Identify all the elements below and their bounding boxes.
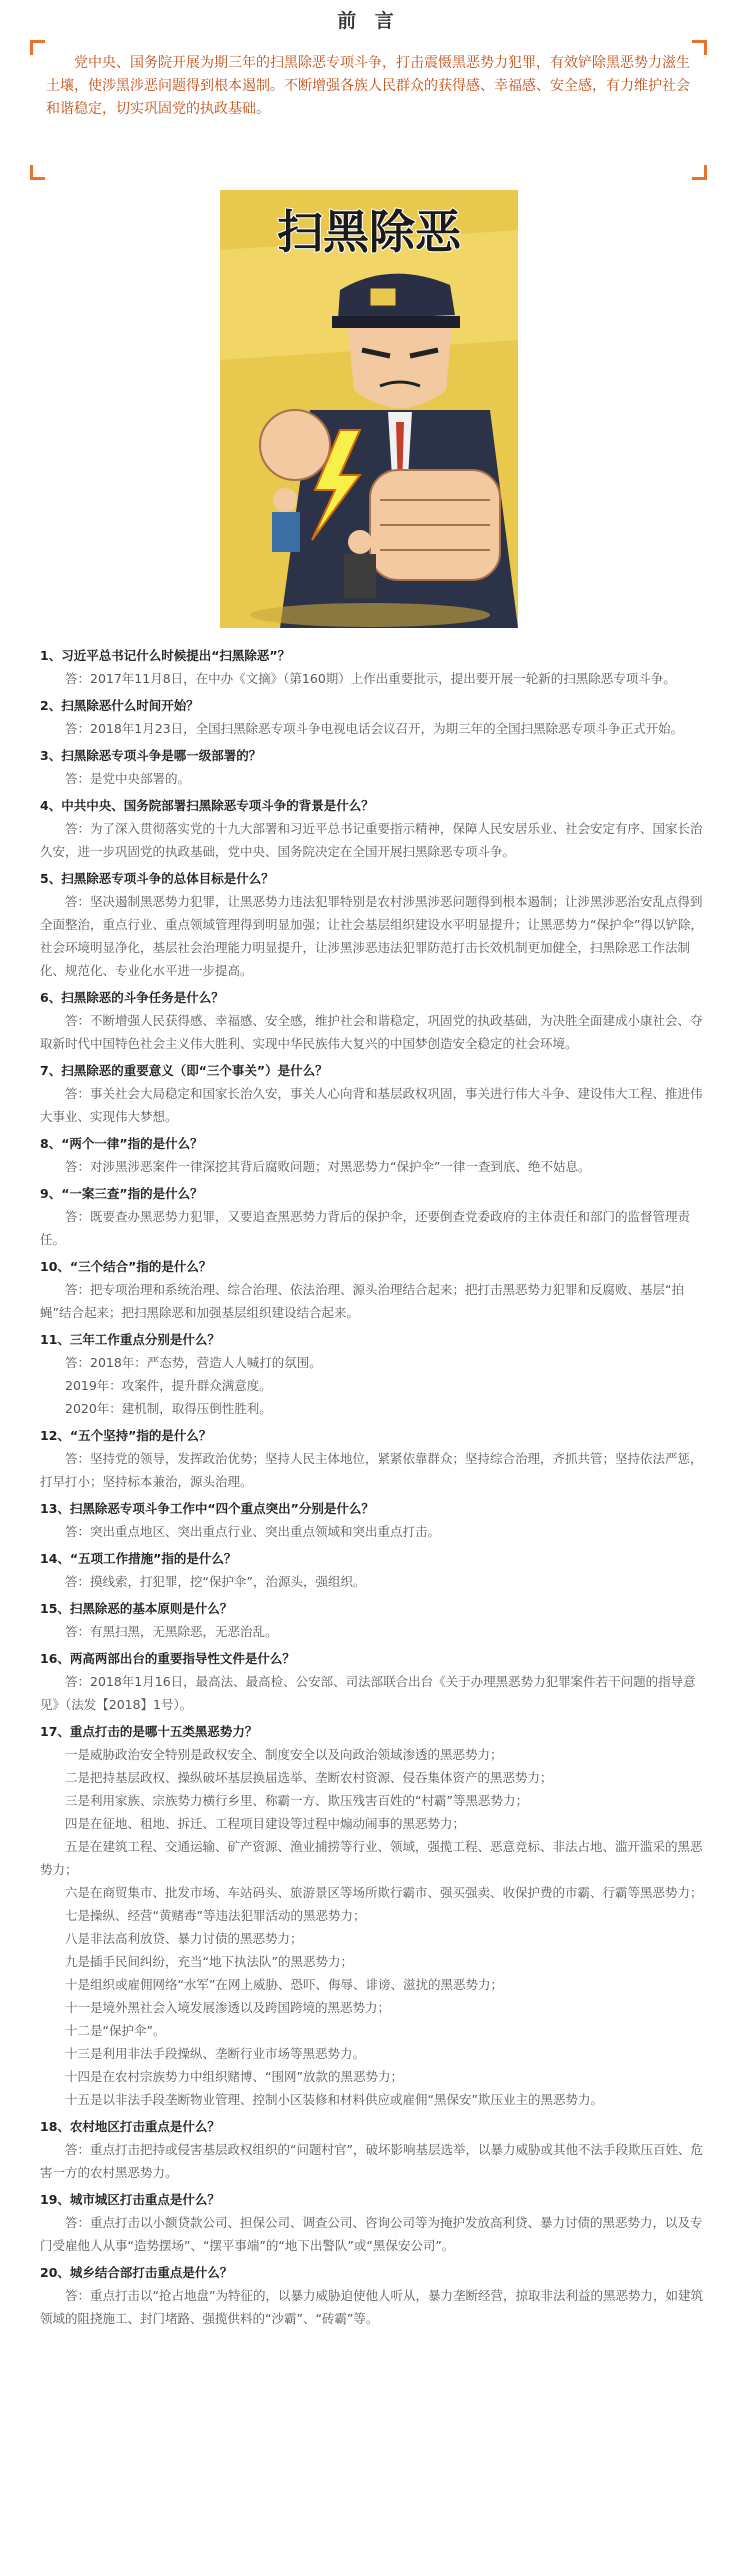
answer-text: 答：重点打击把持或侵害基层政权组织的“问题村官”，破坏影响基层选举，以暴力威胁或其他不法手段欺压百姓、危害一方的农村黑恶势力。	[40, 2142, 703, 2180]
answer-text: 答：事关社会大局稳定和国家长治久安，事关人心向背和基层政权巩固，事关进行伟大斗争、建设伟大工程、推进伟大事业、实现伟大梦想。	[40, 1086, 703, 1124]
answer-text: 答：为了深入贯彻落实党的十九大部署和习近平总书记重要指示精神，保障人民安居乐业、社会安定有序、国家长治久安，进一步巩固党的执政基础，党中央、国务院决定在全国开展扫黑除恶专项斗争。	[40, 821, 703, 859]
answer-text: 答：2018年1月23日，全国扫黑除恶专项斗争电视电话会议召开，为期三年的全国扫黑除恶专项斗争正式开始。	[65, 721, 684, 736]
question-heading: 8、“两个一律”指的是什么？	[40, 1136, 203, 1151]
question-heading: 18、农村地区打击重点是什么？	[40, 2119, 220, 2134]
answer-text: 答：是党中央部署的。	[65, 771, 191, 786]
question-heading: 10、“三个结合”指的是什么？	[40, 1259, 212, 1274]
answer-text: 答：2018年：严态势，营造人人喊打的氛围。	[65, 1355, 322, 1370]
answer-text: 答：既要查办黑恶势力犯罪，又要追查黑恶势力背后的保护伞，还要倒查党委政府的主体责任和部门的监督管理责任。	[40, 1209, 691, 1247]
question-heading: 6、扫黑除恶的斗争任务是什么？	[40, 990, 224, 1005]
answer-text: 九是插手民间纠纷，充当“地下执法队”的黑恶势力；	[65, 1954, 353, 1969]
question-heading: 12、“五个坚持”指的是什么？	[40, 1428, 212, 1443]
answer-text: 答：突出重点地区、突出重点行业、突出重点领域和突出重点打击。	[65, 1524, 441, 1539]
question-heading: 4、中共中央、国务院部署扫黑除恶专项斗争的背景是什么？	[40, 798, 374, 813]
answer-text: 答：2018年1月16日，最高法、最高检、公安部、司法部联合出台《关于办理黑恶势力犯罪案件若干问题的指导意见》（法发【2018】1号）。	[40, 1674, 696, 1712]
answer-text: 十五是以非法手段垄断物业管理、控制小区装修和材料供应或雇佣“黑保安”欺压业主的黑恶势力。	[65, 2092, 603, 2107]
question-heading: 20、城乡结合部打击重点是什么？	[40, 2265, 233, 2280]
answer-text: 三是利用家族、宗族势力横行乡里、称霸一方、欺压残害百姓的“村霸”等黑恶势力；	[65, 1793, 528, 1808]
campaign-poster	[220, 190, 518, 628]
answer-text: 答：对涉黑涉恶案件一律深挖其背后腐败问题；对黑恶势力“保护伞”一律一查到底、绝不姑息。	[65, 1159, 591, 1174]
corner-bracket	[692, 40, 707, 55]
answer-text: 一是威胁政治安全特别是政权安全、制度安全以及向政治领域渗透的黑恶势力；	[65, 1747, 503, 1762]
answer-text: 六是在商贸集市、批发市场、车站码头、旅游景区等场所欺行霸市、强买强卖、收保护费的市霸、行霸等黑恶势力；	[65, 1885, 703, 1900]
answer-text: 答：坚持党的领导，发挥政治优势；坚持人民主体地位，紧紧依靠群众；坚持综合治理，齐抓共管；坚持依法严惩，打早打小；坚持标本兼治，源头治理。	[40, 1451, 703, 1489]
question-heading: 1、习近平总书记什么时候提出“扫黑除恶”？	[40, 648, 291, 663]
answer-text: 答：重点打击以“抢占地盘”为特征的，以暴力威胁迫使他人听从，暴力垄断经营，掠取非法利益的黑恶势力，如建筑领域的阻挠施工、封门堵路、强揽供料的“沙霸”、“砖霸”等。	[40, 2288, 703, 2326]
preface-box	[30, 40, 707, 180]
answer-text: 八是非法高利放贷、暴力讨债的黑恶势力；	[65, 1931, 303, 1946]
question-heading: 14、“五项工作措施”指的是什么？	[40, 1551, 237, 1566]
question-heading: 11、三年工作重点分别是什么？	[40, 1332, 220, 1347]
answer-text: 答：不断增强人民获得感、幸福感、安全感，维护社会和谐稳定，巩固党的执政基础，为决胜全面建成小康社会、夺取新时代中国特色社会主义伟大胜利、实现中华民族伟大复兴的中国梦创造安全稳定的社会环境。	[40, 1013, 703, 1051]
answer-text: 答：重点打击以小额贷款公司、担保公司、调查公司、咨询公司等为掩护发放高利贷、暴力讨债的黑恶势力，以及专门受雇他人从事“造势摆场”、“摆平事端”的“地下出警队”或“黑保安公司”。	[40, 2215, 703, 2253]
answer-text: 五是在建筑工程、交通运输、矿产资源、渔业捕捞等行业、领域，强揽工程、恶意竞标、非法占地、滥开滥采的黑恶势力；	[40, 1839, 703, 1877]
corner-bracket	[692, 165, 707, 180]
question-heading: 7、扫黑除恶的重要意义（即“三个事关”）是什么？	[40, 1063, 328, 1078]
answer-text: 四是在征地、租地、拆迁、工程项目建设等过程中煽动闹事的黑恶势力；	[65, 1816, 466, 1831]
question-heading: 15、扫黑除恶的基本原则是什么？	[40, 1601, 233, 1616]
corner-bracket	[30, 165, 45, 180]
question-heading: 19、城市城区打击重点是什么？	[40, 2192, 220, 2207]
page-title: 前 言	[337, 10, 400, 32]
answer-text: 2020年：建机制，取得压倒性胜利。	[65, 1401, 272, 1416]
answer-text: 七是操纵、经营“黄赌毒”等违法犯罪活动的黑恶势力；	[65, 1908, 366, 1923]
poster-headline: 扫黑除恶	[277, 205, 461, 259]
answer-text: 答：把专项治理和系统治理、综合治理、依法治理、源头治理结合起来；把打击黑恶势力犯罪和反腐败、基层“拍蝇”结合起来；把扫黑除恶和加强基层组织建设结合起来。	[40, 1282, 684, 1320]
question-heading: 13、扫黑除恶专项斗争工作中“四个重点突出”分别是什么？	[40, 1501, 374, 1516]
question-heading: 2、扫黑除恶什么时间开始？	[40, 698, 199, 713]
answer-text: 十是组织或雇佣网络“水军”在网上威胁、恐吓、侮辱、诽谤、滋扰的黑恶势力；	[65, 1977, 503, 1992]
preface-text: 党中央、国务院开展为期三年的扫黑除恶专项斗争，打击震慑黑恶势力犯罪，有效铲除黑恶势力滋生土壤，使涉黑涉恶问题得到根本遏制。不断增强各族人民群众的获得感、幸福感、安全感，有力维护社会和谐稳定，切实巩固党的执政基础。	[46, 55, 690, 117]
answer-text: 十三是利用非法手段操纵、垄断行业市场等黑恶势力。	[65, 2046, 366, 2061]
answer-text: 十四是在农村宗族势力中组织赌博、“围网”放款的黑恶势力；	[65, 2069, 403, 2084]
answer-text: 二是把持基层政权、操纵破坏基层换届选举、垄断农村资源、侵吞集体资产的黑恶势力；	[65, 1770, 553, 1785]
answer-text: 答：摸线索，打犯罪，挖“保护伞”，治源头，强组织。	[65, 1574, 366, 1589]
answer-text: 十二是“保护伞”。	[65, 2023, 166, 2038]
question-heading: 9、“一案三查”指的是什么？	[40, 1186, 203, 1201]
answer-text: 答：有黑扫黑，无黑除恶，无恶治乱。	[65, 1624, 278, 1639]
answer-text: 答：2017年11月8日，在中办《文摘》（第160期）上作出重要批示，提出要开展一轮新的扫黑除恶专项斗争。	[65, 671, 676, 686]
question-heading: 5、扫黑除恶专项斗争的总体目标是什么？	[40, 871, 274, 886]
qa-list	[40, 640, 710, 2330]
answer-text: 十一是境外黑社会入境发展渗透以及跨国跨境的黑恶势力；	[65, 2000, 391, 2015]
question-heading: 17、重点打击的是哪十五类黑恶势力？	[40, 1724, 258, 1739]
answer-text: 2019年：攻案件，提升群众满意度。	[65, 1378, 272, 1393]
answer-text: 答：坚决遏制黑恶势力犯罪，让黑恶势力违法犯罪特别是农村涉黑涉恶问题得到根本遏制；让涉黑涉恶治安乱点得到全面整治，重点行业、重点领域管理得到明显加强；让社会基层组织建设水平明显提升；让黑恶势力“保护伞”得以铲除，社会环境明显净化，基层社会治理能力明显提升，让涉黑涉恶违法犯罪防范打击长效机制更加健全，扫黑除恶工作法制化、规范化、专业化水平进一步提高。	[40, 894, 703, 978]
poster-illustration	[220, 190, 518, 628]
question-heading: 16、两高两部出台的重要指导性文件是什么？	[40, 1651, 295, 1666]
corner-bracket	[30, 40, 45, 55]
question-heading: 3、扫黑除恶专项斗争是哪一级部署的？	[40, 748, 262, 763]
